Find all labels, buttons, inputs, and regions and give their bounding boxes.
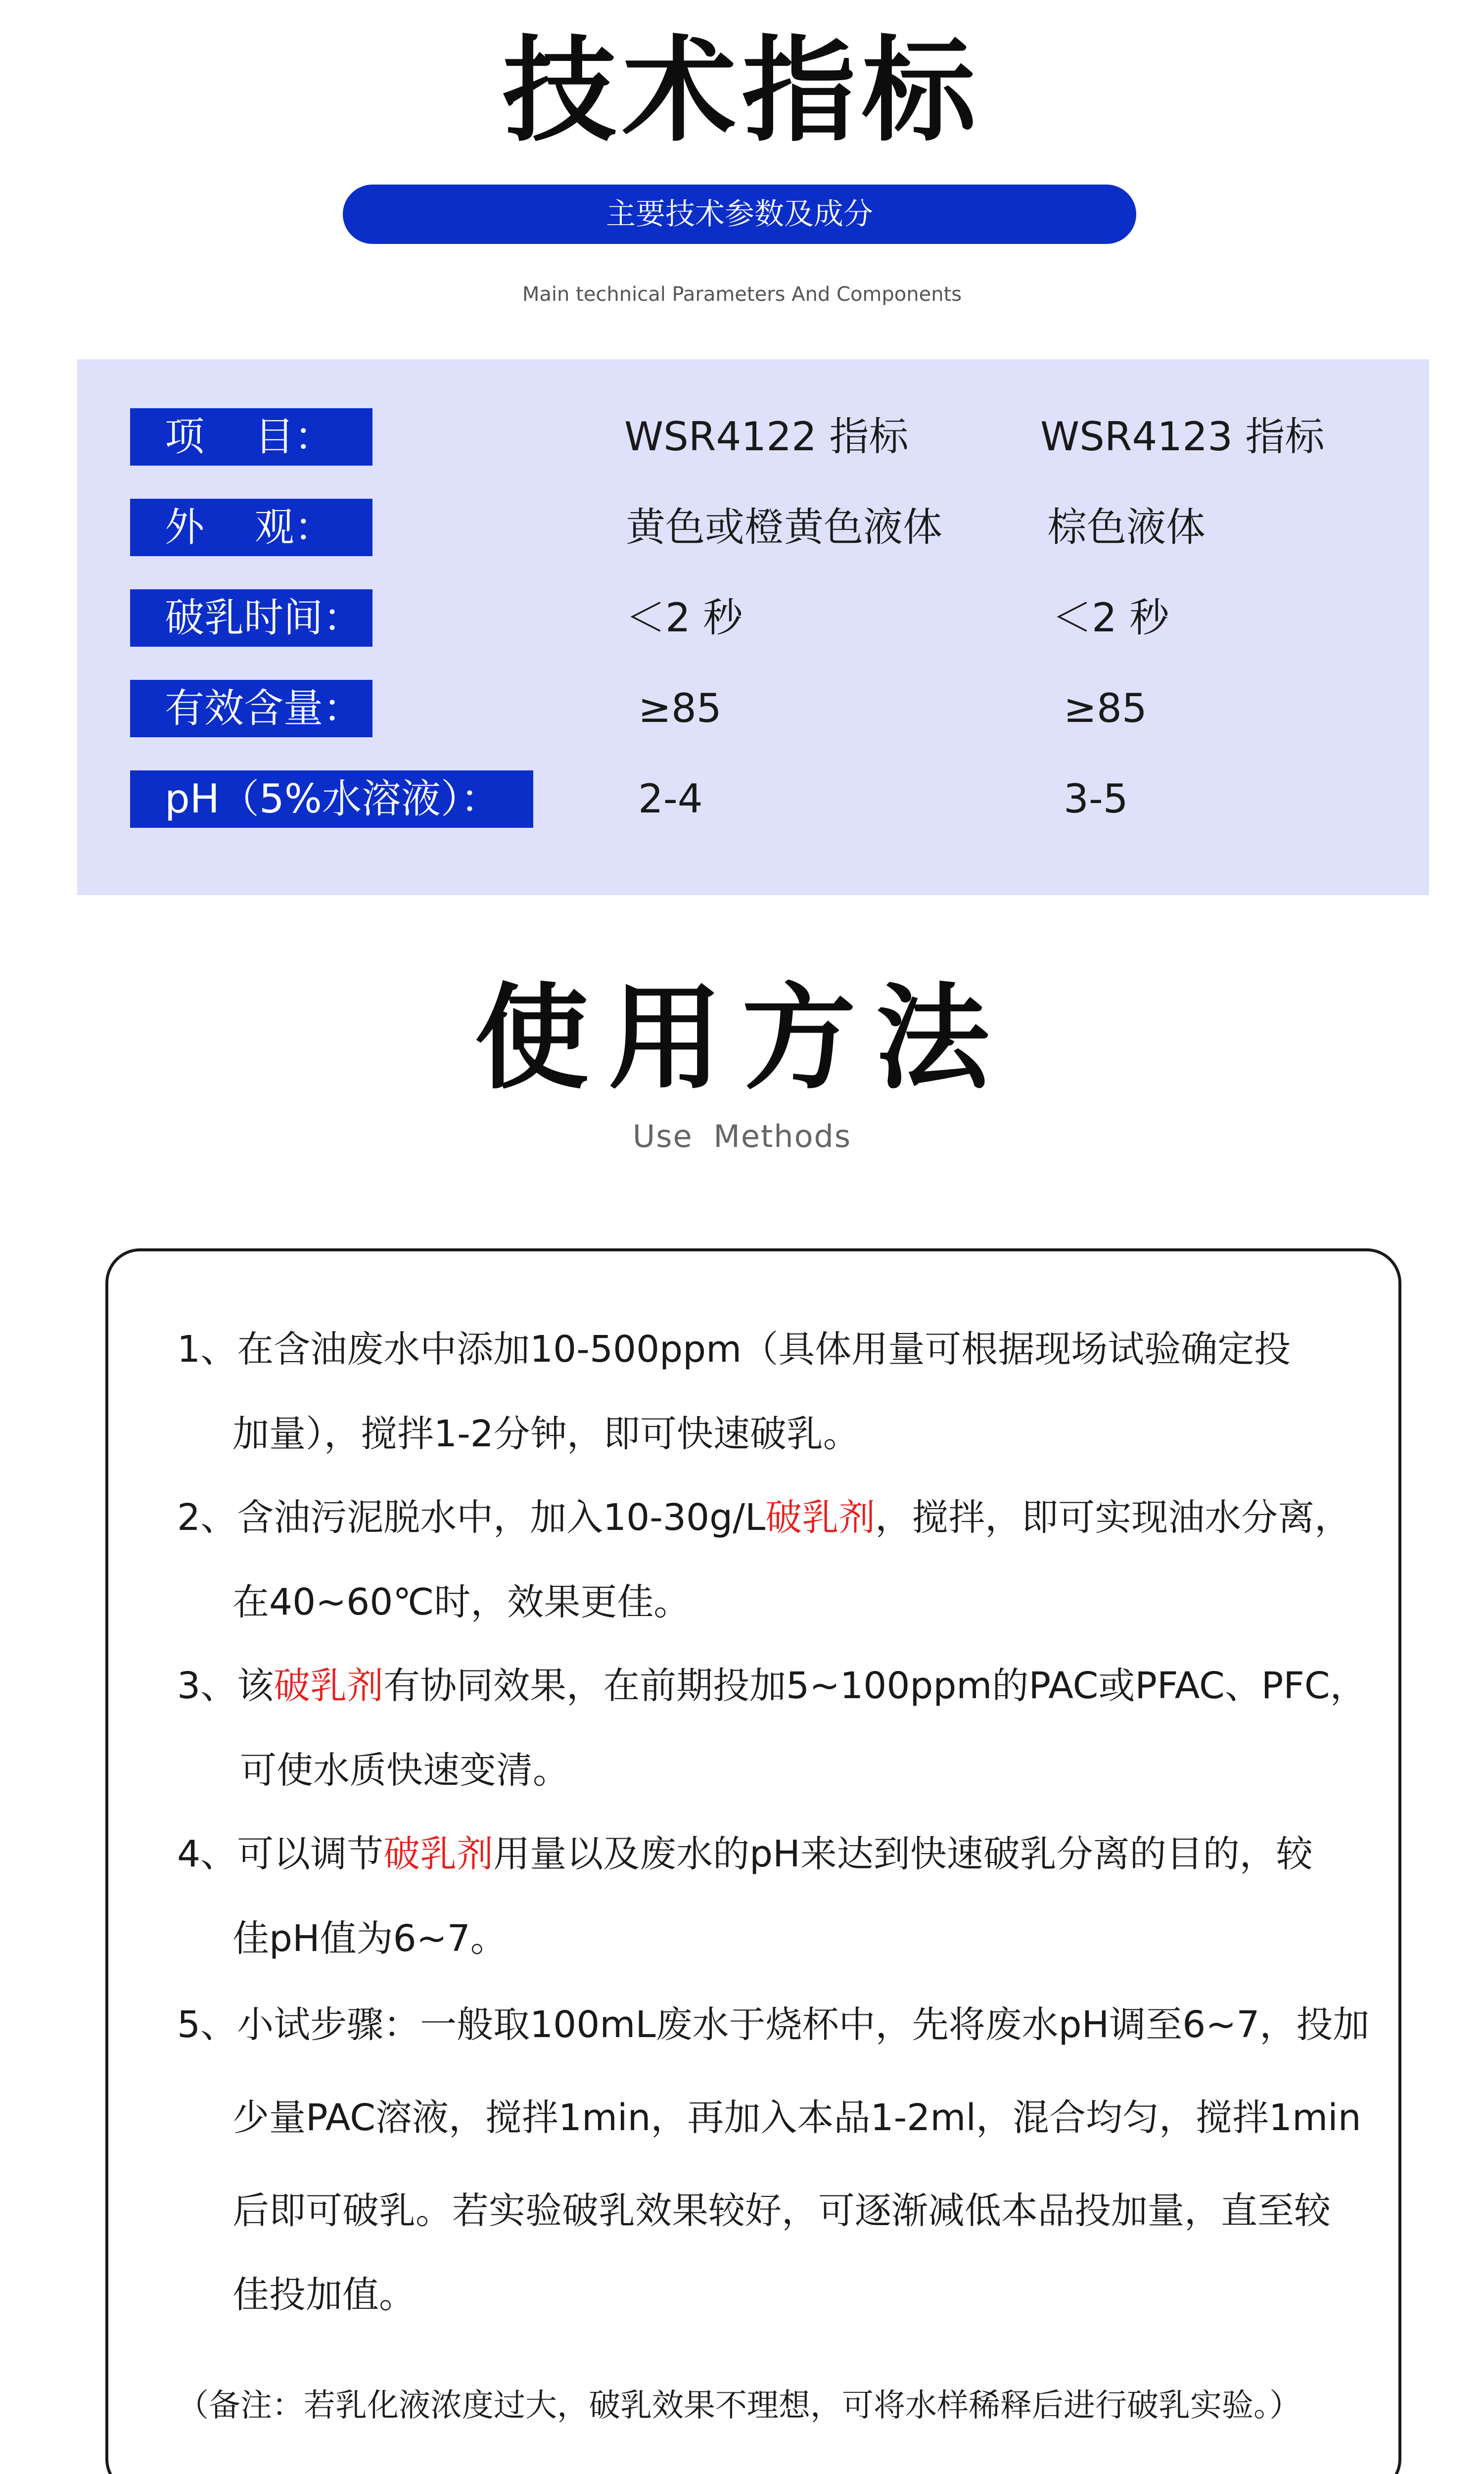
method-3-line-2: 可使水质快速变清。 <box>240 1749 569 1792</box>
spec-label-item: 项 目： <box>130 408 372 466</box>
spec-value-wsr4123-time: ＜2 秒 <box>1052 595 1169 641</box>
spec-label-ph: pH（5%水溶液）： <box>130 770 533 828</box>
method-3-line-1 <box>177 1659 1367 1713</box>
method-3-text-a: 3、该 <box>177 1665 274 1707</box>
spec-value-wsr4122-appearance: 黄色或橙黄色液体 <box>626 504 942 550</box>
spec-value-wsr4123-appearance: 棕色液体 <box>1047 504 1206 550</box>
spec-value-wsr4122-ph: 2-4 <box>638 776 703 822</box>
method-4-text-b: 用量以及废水的pH来达到快速破乳分离的目的，较 <box>493 1833 1313 1875</box>
spec-label-demulsify-time: 破乳时间： <box>130 589 372 647</box>
spec-value-wsr4122-time: ＜2 秒 <box>626 595 743 641</box>
use-subtitle-english: Use Methods <box>632 1118 852 1154</box>
use-section-title: 使用方法 <box>475 973 1009 1105</box>
spec-value-wsr4123-content: ≥85 <box>1064 685 1147 731</box>
method-5-line-4: 佳投加值。 <box>232 2274 416 2316</box>
method-4-text-a: 4、可以调节 <box>177 1833 384 1875</box>
tech-section-title: 技术指标 <box>502 25 981 157</box>
method-5-line-2: 少量PAC溶液，搅拌1min，再加入本品1-2ml，混合均匀，搅拌1min <box>232 2096 1361 2139</box>
method-4-highlight: 破乳剂 <box>383 1833 494 1875</box>
spec-value-wsr4122-item: WSR4122 指标 <box>624 414 909 460</box>
spec-value-wsr4123-ph: 3-5 <box>1064 776 1128 822</box>
method-2-text-b: ，搅拌，即可实现油水分离， <box>875 1496 1351 1539</box>
method-5-line-3: 后即可破乳。若实验破乳效果较好，可逐渐减低本品投加量，直至较 <box>232 2189 1331 2232</box>
method-3-text-b: 有协同效果，在前期投加5~100ppm的PAC或PFAC、PFC， <box>383 1665 1367 1707</box>
method-4-line-1 <box>177 1827 1313 1881</box>
method-2-line-2: 在40~60℃时，效果更佳。 <box>232 1581 691 1623</box>
method-2-line-1 <box>177 1490 1351 1545</box>
method-1-line-2: 加量），搅拌1-2分钟，即可快速破乳。 <box>232 1413 860 1455</box>
method-4-line-2: 佳pH值为6~7。 <box>232 1917 507 1960</box>
method-2-highlight: 破乳剂 <box>765 1496 876 1539</box>
spec-label-effective-content: 有效含量： <box>130 680 372 737</box>
methods-note: （备注：若乳化液浓度过大，破乳效果不理想，可将水样稀释后进行破乳实验。） <box>177 2387 1301 2424</box>
tech-subtitle-pill: 主要技术参数及成分 <box>343 185 1136 244</box>
method-3-highlight: 破乳剂 <box>274 1665 384 1707</box>
tech-subtitle-english: Main technical Parameters And Components <box>522 283 962 306</box>
spec-value-wsr4122-content: ≥85 <box>638 685 722 731</box>
method-5-line-1: 5、小试步骤：一般取100mL废水于烧杯中，先将废水pH调至6~7，投加 <box>177 2003 1370 2046</box>
method-2-text-a: 2、含油污泥脱水中，加入10-30g/L <box>177 1496 766 1539</box>
method-1-line-1: 1、在含油废水中添加10-500ppm（具体用量可根据现场试验确定投 <box>177 1328 1291 1371</box>
spec-value-wsr4123-item: WSR4123 指标 <box>1040 414 1325 460</box>
spec-label-appearance: 外 观： <box>130 499 372 556</box>
